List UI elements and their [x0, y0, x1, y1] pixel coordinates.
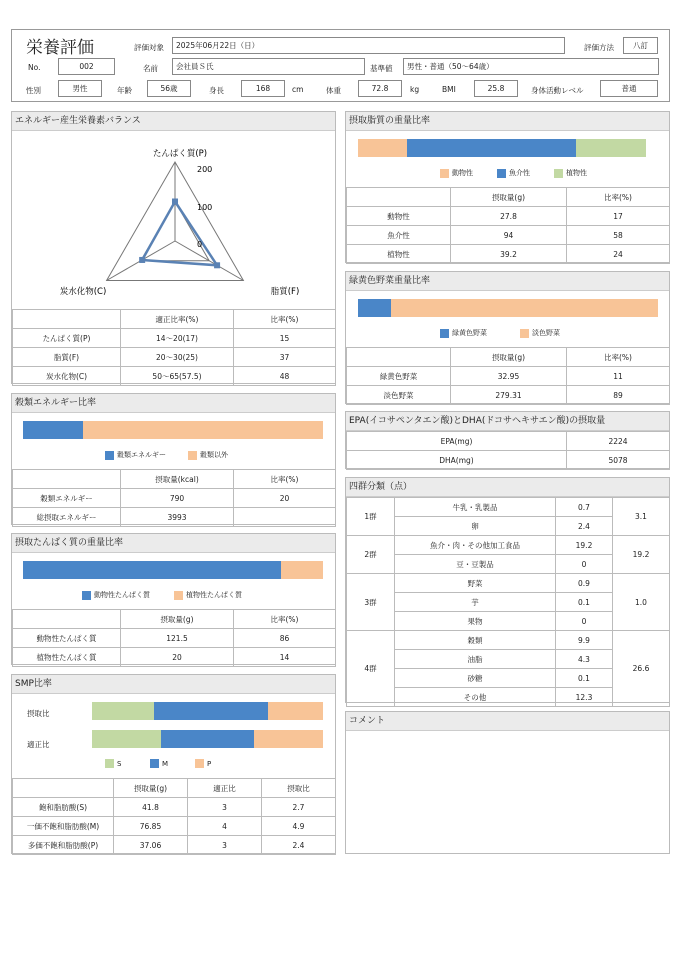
table-header: 摂取比 [262, 779, 336, 798]
four-groups-section [345, 477, 670, 703]
table-row [347, 386, 670, 405]
veg-title: 緑黄色野菜重量比率 [346, 272, 669, 291]
table-cell: 19.2 [556, 536, 613, 555]
table-cell: 脂質(F) [13, 348, 121, 367]
protein-bar-segment-animal [23, 561, 281, 579]
table-row [347, 207, 670, 226]
table-header: 比率(%) [567, 348, 670, 367]
group-total: 19.2 [613, 536, 670, 574]
table-cell: 20～30(25) [121, 348, 234, 367]
table-row [13, 648, 336, 667]
table-header: 比率(%) [234, 470, 336, 489]
table-cell: 37 [234, 348, 336, 367]
table-cell: 5078 [567, 451, 670, 470]
weight-label: 体重 [326, 86, 341, 95]
name-label: 名前 [143, 64, 158, 73]
sex-field[interactable]: 男性 [58, 80, 102, 97]
table-cell: 牛乳・乳製品 [395, 498, 556, 517]
table-row [13, 508, 336, 527]
name-field[interactable]: 会社員Ｓ氏 [172, 58, 365, 75]
radar-tick-200: 200 [197, 165, 213, 174]
table-header [13, 779, 114, 798]
smp-bar-p-ideal [254, 730, 323, 748]
radar-tick-100: 100 [197, 203, 213, 212]
radar-point-protein [172, 199, 178, 205]
table-cell: 0 [556, 612, 613, 631]
table-row [347, 631, 670, 650]
smp-bar-intake [92, 702, 323, 720]
comment-title: コメント [346, 712, 669, 731]
table-row [347, 498, 670, 517]
table-row [13, 629, 336, 648]
eval-target-label: 評価対象 [134, 43, 164, 52]
table-row [347, 451, 670, 470]
pfc-table [12, 309, 336, 386]
eval-method-field[interactable]: 八訂 [623, 37, 658, 54]
radar-point-fat [214, 262, 220, 268]
table-cell: DHA(mg) [347, 451, 567, 470]
table-cell: 魚介・肉・その他加工食品 [395, 536, 556, 555]
smp-legend-p: P [195, 759, 211, 768]
grain-section [11, 393, 336, 525]
activity-label: 身体活動レベル [531, 86, 584, 95]
fat-legend-animal: 動物性 [440, 168, 473, 178]
table-cell: 37.06 [114, 836, 188, 855]
table-cell: 淡色野菜 [347, 386, 451, 405]
table-cell: 20 [121, 648, 234, 667]
table-cell: 炭水化物(C) [13, 367, 121, 386]
table-cell: 果物 [395, 612, 556, 631]
table-header: 摂取量(kcal) [121, 470, 234, 489]
table-row [13, 836, 336, 855]
eval-target-field[interactable]: 2025年06月22日（日） [172, 37, 565, 54]
table-cell: 0 [556, 555, 613, 574]
table-cell: 植物性たんぱく質 [13, 648, 121, 667]
pfc-radar-chart [12, 131, 335, 316]
table-cell: 一価不飽和脂肪酸(M) [13, 817, 114, 836]
table-header: 摂取量(g) [451, 348, 567, 367]
protein-table [12, 609, 336, 667]
table-cell: 9.9 [556, 631, 613, 650]
protein-title: 摂取たんぱく質の重量比率 [12, 534, 335, 553]
grain-bar-segment-other [83, 421, 323, 439]
table-header [347, 348, 451, 367]
table-cell: 89 [567, 386, 670, 405]
table-cell: 2.7 [262, 798, 336, 817]
group-name: 3群 [347, 574, 395, 631]
fat-bar-segment-fish [407, 139, 576, 157]
height-label: 身長 [209, 86, 224, 95]
table-cell: 76.85 [114, 817, 188, 836]
height-field[interactable]: 168 [241, 80, 285, 97]
table-cell: 多価不飽和脂肪酸(P) [13, 836, 114, 855]
table-cell: 緑黄色野菜 [347, 367, 451, 386]
table-header [13, 610, 121, 629]
smp-section [11, 674, 336, 854]
table-cell: 砂糖 [395, 669, 556, 688]
table-cell: 94 [451, 226, 567, 245]
pfc-title: エネルギー産生栄養素バランス [12, 112, 335, 131]
veg-table [346, 347, 670, 405]
table-header: 比率(%) [234, 310, 336, 329]
table-cell: 2.4 [556, 517, 613, 536]
activity-field[interactable]: 普通 [600, 80, 658, 97]
table-cell: 4.3 [556, 650, 613, 669]
eval-method-label: 評価方法 [584, 43, 614, 52]
table-cell: 卵 [395, 517, 556, 536]
smp-bar-ideal [92, 730, 323, 748]
epa-section [345, 411, 670, 469]
grain-bar [23, 421, 323, 439]
table-cell: 魚介性 [347, 226, 451, 245]
table-header: 摂取量(g) [114, 779, 188, 798]
table-header: 適正比率(%) [121, 310, 234, 329]
table-row [347, 536, 670, 555]
four-groups-title: 四群分類（点） [346, 478, 669, 497]
smp-bar-s-ideal [92, 730, 161, 748]
table-cell: 121.5 [121, 629, 234, 648]
table-cell: 穀類 [395, 631, 556, 650]
group-total: 1.0 [613, 574, 670, 631]
fat-bar-segment-plant [576, 139, 646, 157]
epa-title: EPA(イコサペンタエン酸)とDHA(ドコサヘキサエン酸)の摂取量 [346, 412, 669, 431]
fat-bar-segment-animal [358, 139, 407, 157]
table-header [13, 470, 121, 489]
table-header: 摂取量(g) [121, 610, 234, 629]
table-cell: 4.9 [262, 817, 336, 836]
table-row [13, 798, 336, 817]
table-cell: 植物性 [347, 245, 451, 264]
radar-label-fat: 脂質(F) [270, 287, 300, 297]
table-row [13, 348, 336, 367]
grain-table [12, 469, 336, 527]
grain-legend-other: 穀類以外 [188, 450, 228, 460]
veg-bar [358, 299, 658, 317]
table-cell: 総摂取エネルギー [13, 508, 121, 527]
bmi-field[interactable]: 25.8 [474, 80, 518, 97]
height-unit: cm [292, 85, 304, 94]
fat-legend-plant: 植物性 [554, 168, 587, 178]
table-cell: 39.2 [451, 245, 567, 264]
table-cell: 0.9 [556, 574, 613, 593]
age-field[interactable]: 56歳 [147, 80, 191, 97]
table-cell: 27.8 [451, 207, 567, 226]
epa-table [346, 431, 670, 470]
table-cell: 0.1 [556, 593, 613, 612]
veg-bar-segment-light [391, 299, 658, 317]
table-header: 比率(%) [567, 188, 670, 207]
standard-label: 基準値 [370, 64, 393, 73]
table-cell: 14～20(17) [121, 329, 234, 348]
table-cell: 86 [234, 629, 336, 648]
table-cell: 3 [188, 798, 262, 817]
no-field[interactable]: 002 [58, 58, 115, 75]
age-label: 年齢 [117, 86, 132, 95]
table-cell: 17 [567, 207, 670, 226]
table-cell: 2.4 [262, 836, 336, 855]
table-row [13, 329, 336, 348]
smp-legend-s: S [105, 759, 121, 768]
smp-legend-m: M [150, 759, 168, 768]
protein-section [11, 533, 336, 665]
smp-title: SMP比率 [12, 675, 335, 694]
table-cell: 動物性 [347, 207, 451, 226]
weight-unit: kg [410, 85, 420, 94]
veg-bar-segment-green [358, 299, 391, 317]
radar-point-carb [139, 257, 145, 263]
pfc-section [11, 111, 336, 384]
table-cell: その他 [395, 688, 556, 707]
fat-bar [358, 139, 646, 157]
fat-title: 摂取脂質の重量比率 [346, 112, 669, 131]
table-row [347, 226, 670, 245]
table-cell: 0.7 [556, 498, 613, 517]
table-cell: 20 [234, 489, 336, 508]
table-row [13, 367, 336, 386]
table-cell: 動物性たんぱく質 [13, 629, 121, 648]
smp-bar-m-ideal [161, 730, 253, 748]
fat-section [345, 111, 670, 263]
sex-label: 性別 [26, 86, 41, 95]
standard-field[interactable]: 男性・普通（50～64歳） [403, 58, 659, 75]
smp-row-label-ideal: 適正比 [27, 740, 50, 749]
table-cell: 12.3 [556, 688, 613, 707]
table-cell: 58 [567, 226, 670, 245]
table-cell: 飽和脂肪酸(S) [13, 798, 114, 817]
grain-bar-segment-grain [23, 421, 83, 439]
comment-text-area[interactable] [350, 736, 665, 849]
veg-section [345, 271, 670, 404]
four-groups-table [346, 497, 670, 707]
table-cell: 穀類エネルギー [13, 489, 121, 508]
comment-section [345, 711, 670, 854]
group-total: 26.6 [613, 631, 670, 707]
smp-row-label-intake: 摂取比 [27, 709, 50, 718]
page-title: 栄養評価 [26, 38, 94, 58]
table-cell: 279.31 [451, 386, 567, 405]
table-cell: たんぱく質(P) [13, 329, 121, 348]
table-cell: 11 [567, 367, 670, 386]
protein-bar [23, 561, 323, 579]
table-cell: 15 [234, 329, 336, 348]
protein-bar-segment-plant [281, 561, 323, 579]
table-cell: 4 [188, 817, 262, 836]
grain-legend-grain: 穀類エネルギー [105, 450, 166, 460]
table-cell: 50～65(57.5) [121, 367, 234, 386]
table-cell: 3 [188, 836, 262, 855]
table-row [347, 432, 670, 451]
table-cell: 48 [234, 367, 336, 386]
protein-legend-plant: 植物性たんぱく質 [174, 590, 242, 600]
table-cell: 3993 [121, 508, 234, 527]
radar-tick-0: 0 [197, 240, 203, 249]
table-cell: 0.1 [556, 669, 613, 688]
table-cell: EPA(mg) [347, 432, 567, 451]
veg-legend-light: 淡色野菜 [520, 328, 560, 338]
radar-label-carb: 炭水化物(C) [59, 287, 107, 297]
group-name: 2群 [347, 536, 395, 574]
weight-field[interactable]: 72.8 [358, 80, 402, 97]
table-cell: 14 [234, 648, 336, 667]
no-label: No. [28, 63, 41, 72]
fat-legend-fish: 魚介性 [497, 168, 530, 178]
table-header: 比率(%) [234, 610, 336, 629]
table-cell: 32.95 [451, 367, 567, 386]
table-cell [234, 508, 336, 527]
table-row [13, 817, 336, 836]
grain-title: 穀類エネルギー比率 [12, 394, 335, 413]
table-cell: 41.8 [114, 798, 188, 817]
table-row [13, 489, 336, 508]
smp-bar-s-intake [92, 702, 154, 720]
table-cell: 豆・豆製品 [395, 555, 556, 574]
group-name: 1群 [347, 498, 395, 536]
table-cell: 790 [121, 489, 234, 508]
veg-legend-green: 緑黄色野菜 [440, 328, 487, 338]
table-cell: 2224 [567, 432, 670, 451]
smp-bar-m-intake [154, 702, 267, 720]
table-cell: 野菜 [395, 574, 556, 593]
table-header: 適正比 [188, 779, 262, 798]
protein-legend-animal: 動物性たんぱく質 [82, 590, 150, 600]
table-cell: 24 [567, 245, 670, 264]
fat-table [346, 187, 670, 264]
table-cell: 油脂 [395, 650, 556, 669]
smp-table [12, 778, 336, 855]
group-name: 4群 [347, 631, 395, 707]
smp-bar-p-intake [268, 702, 323, 720]
radar-label-protein: たんぱく質(P) [152, 149, 208, 159]
group-total: 3.1 [613, 498, 670, 536]
table-header: 摂取量(g) [451, 188, 567, 207]
table-cell: 芋 [395, 593, 556, 612]
table-header [13, 310, 121, 329]
table-header [347, 188, 451, 207]
table-row [347, 245, 670, 264]
table-row [347, 574, 670, 593]
bmi-label: BMI [442, 85, 456, 94]
table-row [347, 367, 670, 386]
